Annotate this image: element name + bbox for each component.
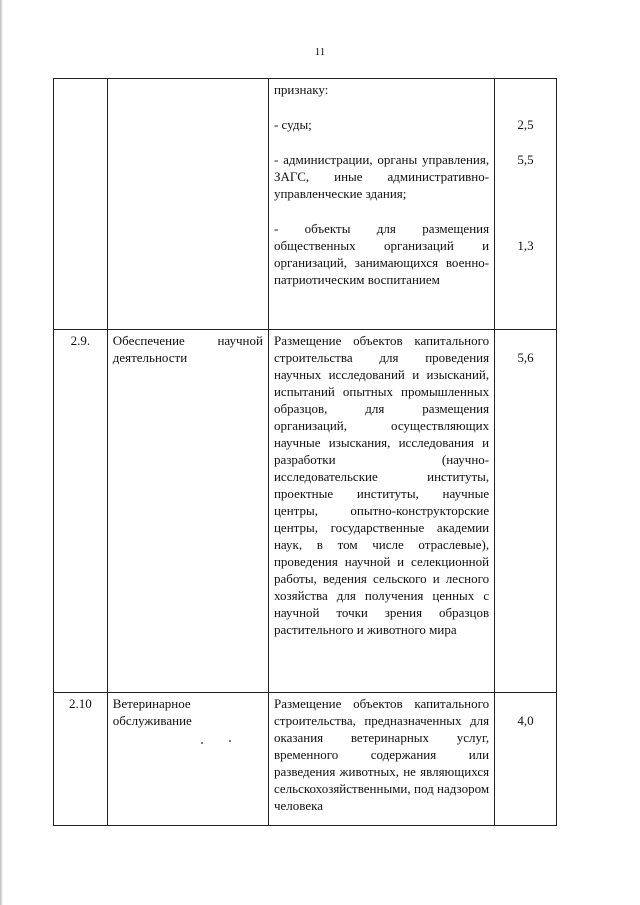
coefficient-value: 2,5 — [517, 117, 534, 132]
row-name — [107, 79, 268, 330]
coefficient-value: 5,6 — [517, 350, 534, 365]
row-number — [54, 79, 108, 330]
row-description: Размещение объектов капитального строительства, предназначенных для оказания ветеринарных услуг, временного содержания или разведения животных, не являющихся сельскохозяйственными, под надзором человека — [268, 693, 494, 826]
land-use-table — [53, 78, 557, 826]
row-description: Размещение объектов капитального строительства для проведения научных исследований и изысканий, испытаний опытных промышленных образцов, для размещения организаций, осуществляющих научные изыскания, исследования и разработки (научно-исследовательские институты, проектные институты, научные центры, опытно-конструкторские центры, государственные академии наук, в том числе отраслевые), проведения научной и селекционной работы, ведения сельского и лесного хозяйства для получения ценных с научной точки зрения образцов растительного и животного мира — [268, 330, 494, 693]
coefficient-value — [500, 81, 551, 98]
row-number: 2.9. — [54, 330, 108, 693]
coefficient-value: 1,3 — [517, 238, 534, 253]
table-row — [54, 79, 557, 330]
description-item: - администрации, органы управления, ЗАГС, иные административно-управленческие здания; — [273, 152, 490, 201]
description-item: признаку: — [273, 82, 329, 97]
scan-speck — [229, 740, 231, 742]
row-number: 2.10 — [54, 693, 108, 826]
coefficient-value: 4,0 — [517, 713, 534, 728]
row-coefficient — [495, 330, 557, 693]
row-name: Обеспечение научной деятельности — [107, 330, 268, 693]
row-coefficient — [495, 79, 557, 330]
row-description — [268, 79, 494, 330]
table-row — [54, 693, 557, 826]
coefficient-value: 5,5 — [517, 152, 534, 167]
scan-speck — [201, 742, 203, 744]
row-coefficient — [495, 693, 557, 826]
description-item: - объекты для размещения общественных организаций и организаций, занимающихся военно-патриотическим воспитанием — [273, 221, 490, 287]
page-number: 11 — [314, 46, 326, 58]
description-item: - суды; — [273, 117, 312, 132]
scan-edge — [0, 0, 3, 905]
row-name: Ветеринарное обслуживание — [107, 693, 268, 826]
table-row — [54, 330, 557, 693]
